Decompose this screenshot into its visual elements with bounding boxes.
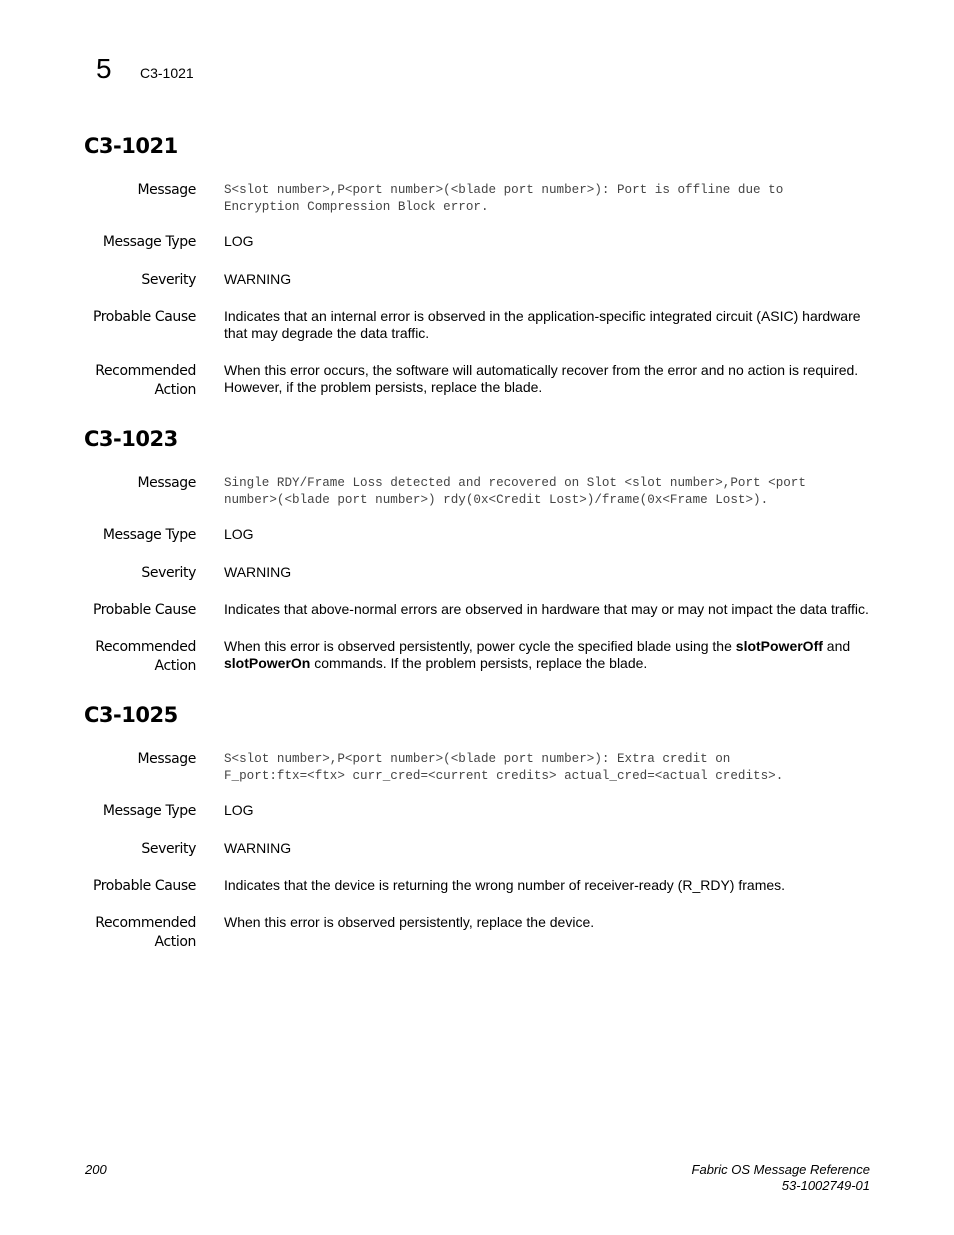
recommended-action-text: When this error is observed persistently, power cycle the specified blade using the slotPowerOff and slotPowerOn commands. If the problem persists, replace the blade.: [224, 638, 851, 671]
severity-label: Severity: [141, 272, 196, 288]
doc-title: Fabric OS Message Reference: [691, 1162, 870, 1177]
severity-label: Severity: [141, 565, 196, 581]
recommended-action-label: Recommended Action: [95, 915, 196, 950]
running-header: C3-1021: [140, 65, 194, 81]
probable-cause-label: Probable Cause: [92, 878, 196, 894]
message-type-value: LOG: [224, 526, 254, 542]
entry-title: C3-1021: [84, 134, 178, 158]
recommended-action-label: Recommended Action: [95, 363, 196, 398]
severity-value: WARNING: [224, 564, 292, 580]
message-label: Message: [137, 475, 196, 491]
message-type-value: LOG: [224, 802, 254, 818]
probable-cause-text: Indicates that an internal error is observed in the application-specific integrated circuit (ASIC) hardware that may degrade the data traffic.: [224, 308, 861, 341]
recommended-action-text: When this error occurs, the software will automatically recover from the error and no action is required. However, if the problem persists, replace the blade.: [224, 362, 859, 395]
message-text: S<slot number>,P<port number>(<blade port number>): Port is offline due to Encryption Compression Block error.: [224, 183, 784, 214]
message-type-label: Message Type: [102, 527, 196, 543]
message-type-value: LOG: [224, 233, 254, 249]
command-slotpoweron: slotPowerOn: [224, 655, 311, 671]
message-entry-c3-1021: [84, 134, 884, 398]
page-number: 200: [85, 1162, 107, 1177]
severity-label: Severity: [141, 841, 196, 857]
message-text: Single RDY/Frame Loss detected and recovered on Slot <slot number>,Port <port number>(<blade port number>) rdy(0x<Credit Lost>)/frame(0x<Frame Lost>).: [224, 476, 806, 507]
message-type-label: Message Type: [102, 234, 196, 250]
severity-value: WARNING: [224, 271, 292, 287]
entry-title: C3-1023: [84, 427, 178, 451]
chapter-number: 5: [96, 53, 112, 84]
severity-value: WARNING: [224, 840, 292, 856]
message-type-label: Message Type: [102, 803, 196, 819]
probable-cause-text: Indicates that the device is returning the wrong number of receiver-ready (R_RDY) frames.: [224, 877, 786, 893]
recommended-action-text: When this error is observed persistently, replace the device.: [224, 914, 595, 930]
message-entry-c3-1023: [84, 427, 884, 674]
probable-cause-label: Probable Cause: [92, 309, 196, 325]
doc-footer: [692, 1162, 870, 1194]
command-slotpoweroff: slotPowerOff: [735, 638, 823, 654]
message-entry-c3-1025: [84, 703, 884, 950]
message-label: Message: [137, 751, 196, 767]
message-text: S<slot number>,P<port number>(<blade port number>): Extra credit on F_port:ftx=<ftx> curr_cred=<current credits> actual_cred=<actual credits>.: [224, 752, 784, 783]
doc-id: 53-1002749-01: [781, 1178, 870, 1193]
message-label: Message: [137, 182, 196, 198]
entry-title: C3-1025: [84, 703, 178, 727]
probable-cause-text: Indicates that above-normal errors are observed in hardware that may or may not impact the data traffic.: [224, 601, 869, 617]
probable-cause-label: Probable Cause: [92, 602, 196, 618]
recommended-action-label: Recommended Action: [95, 639, 196, 674]
